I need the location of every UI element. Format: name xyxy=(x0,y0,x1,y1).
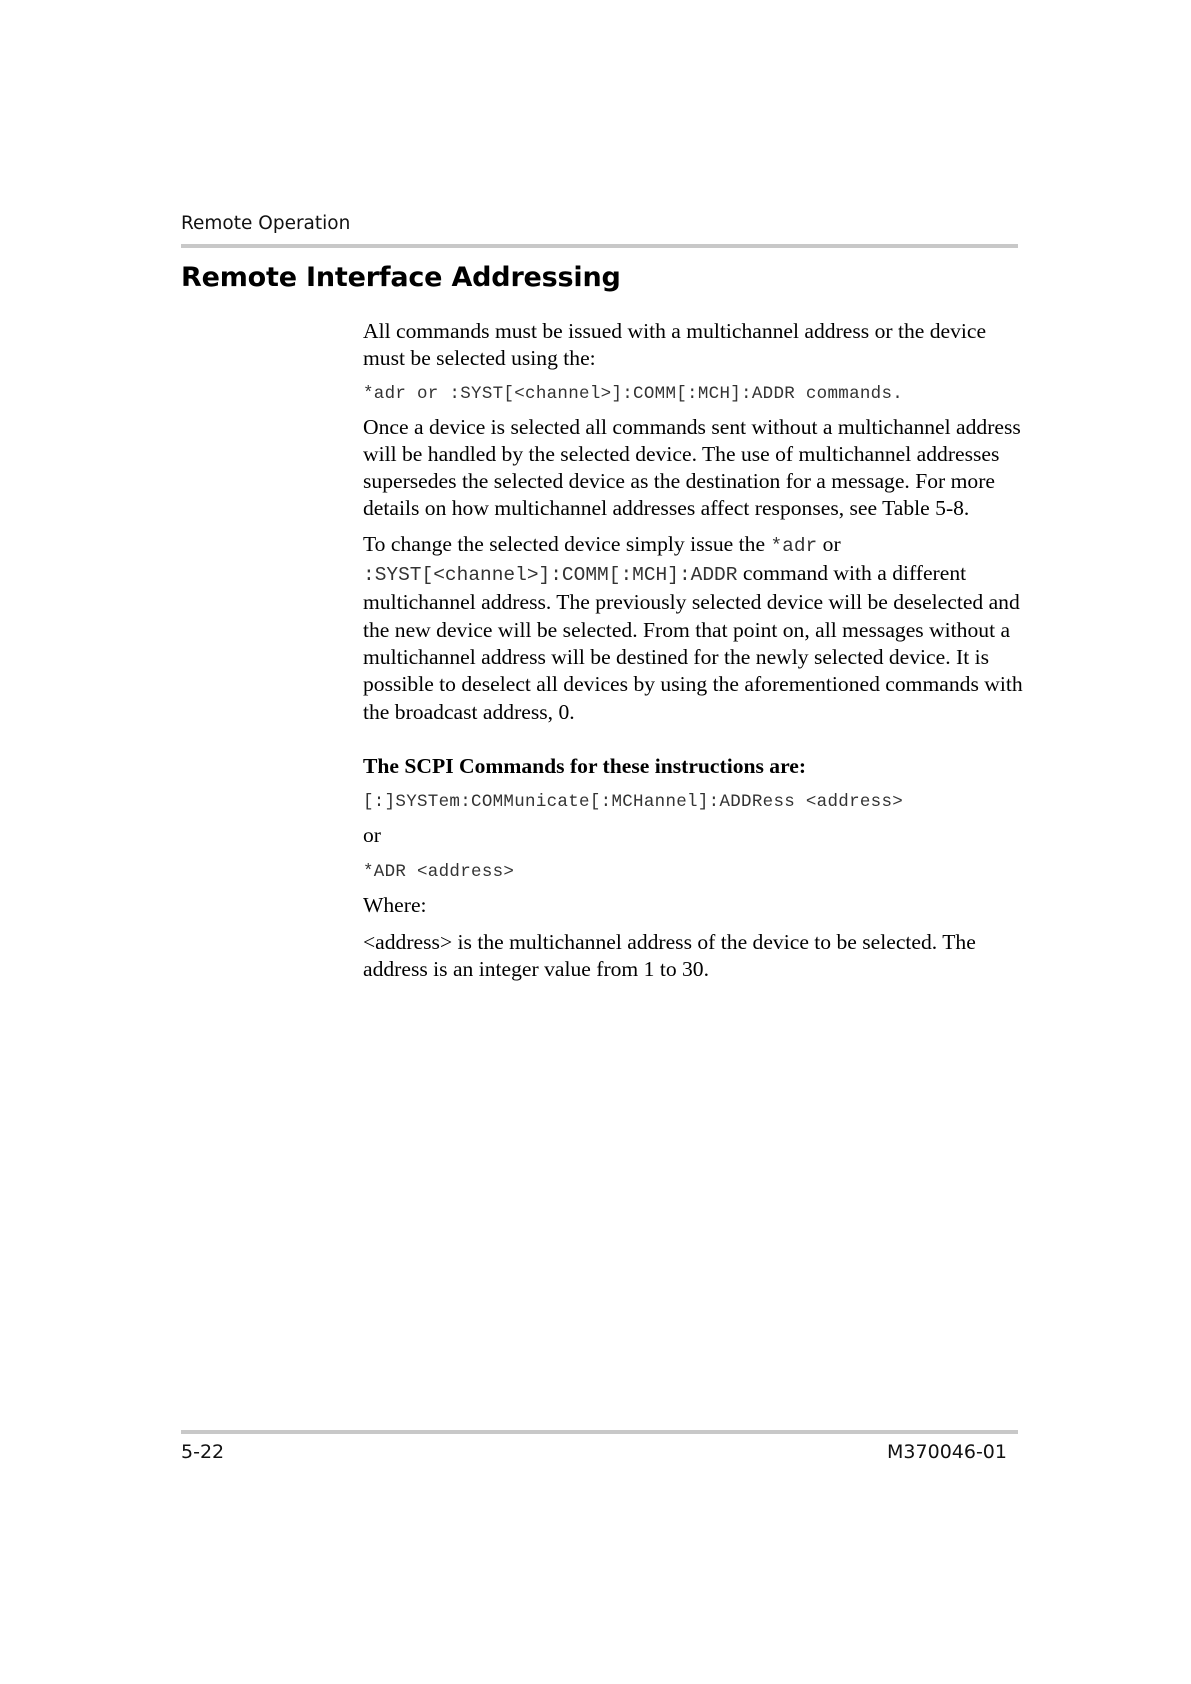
paragraph-change-device xyxy=(363,531,1023,726)
page-number: 5-22 xyxy=(181,1441,225,1463)
body-content xyxy=(363,318,1023,983)
paragraph-intro: All commands must be issued with a multichannel address or the device must be selected using the: xyxy=(363,319,987,371)
paragraph-address-description: <address> is the multichannel address of the device to be selected. The address is an integer value from 1 to 30. xyxy=(363,929,976,982)
code-scpi-adr: *ADR <address> xyxy=(363,862,515,883)
where-text: Where: xyxy=(363,893,427,918)
para3-text-2: or xyxy=(817,531,841,556)
header-rule xyxy=(181,244,1018,248)
scpi-heading: The SCPI Commands for these instructions are: xyxy=(363,753,807,778)
para3-text-3: command with a different multichannel address. The previously selected device will be deselected and the new device will be selected. From that point on, all messages without a multichannel address will be destined for the newly selected device. It is possible to deselect all devices by using the aforementioned commands with the broadcast address, 0. xyxy=(363,561,1023,724)
section-title: Remote Interface Addressing xyxy=(181,262,621,293)
inline-code-syst: :SYST[<channel>]:COMM[:MCH]:ADDR xyxy=(363,564,738,587)
footer-rule xyxy=(181,1430,1018,1434)
document-id: M370046-01 xyxy=(887,1441,1007,1463)
code-scpi-system: [:]SYSTem:COMMunicate[:MCHannel]:ADDRess <address> xyxy=(363,792,904,813)
para3-text-1: To change the selected device simply issue the xyxy=(363,531,771,556)
or-text: or xyxy=(363,823,381,848)
inline-code-adr: *adr xyxy=(770,534,818,557)
code-adr-command: *adr or :SYST[<channel>]:COMM[:MCH]:ADDR commands. xyxy=(363,383,904,404)
paragraph-selected-device: Once a device is selected all commands sent without a multichannel address will be handled by the selected device. The use of multichannel addresses supersedes the selected device as the destination for a message. For more details on how multichannel addresses affect responses, see Table 5-8. xyxy=(363,414,1021,521)
running-header: Remote Operation xyxy=(181,213,351,234)
